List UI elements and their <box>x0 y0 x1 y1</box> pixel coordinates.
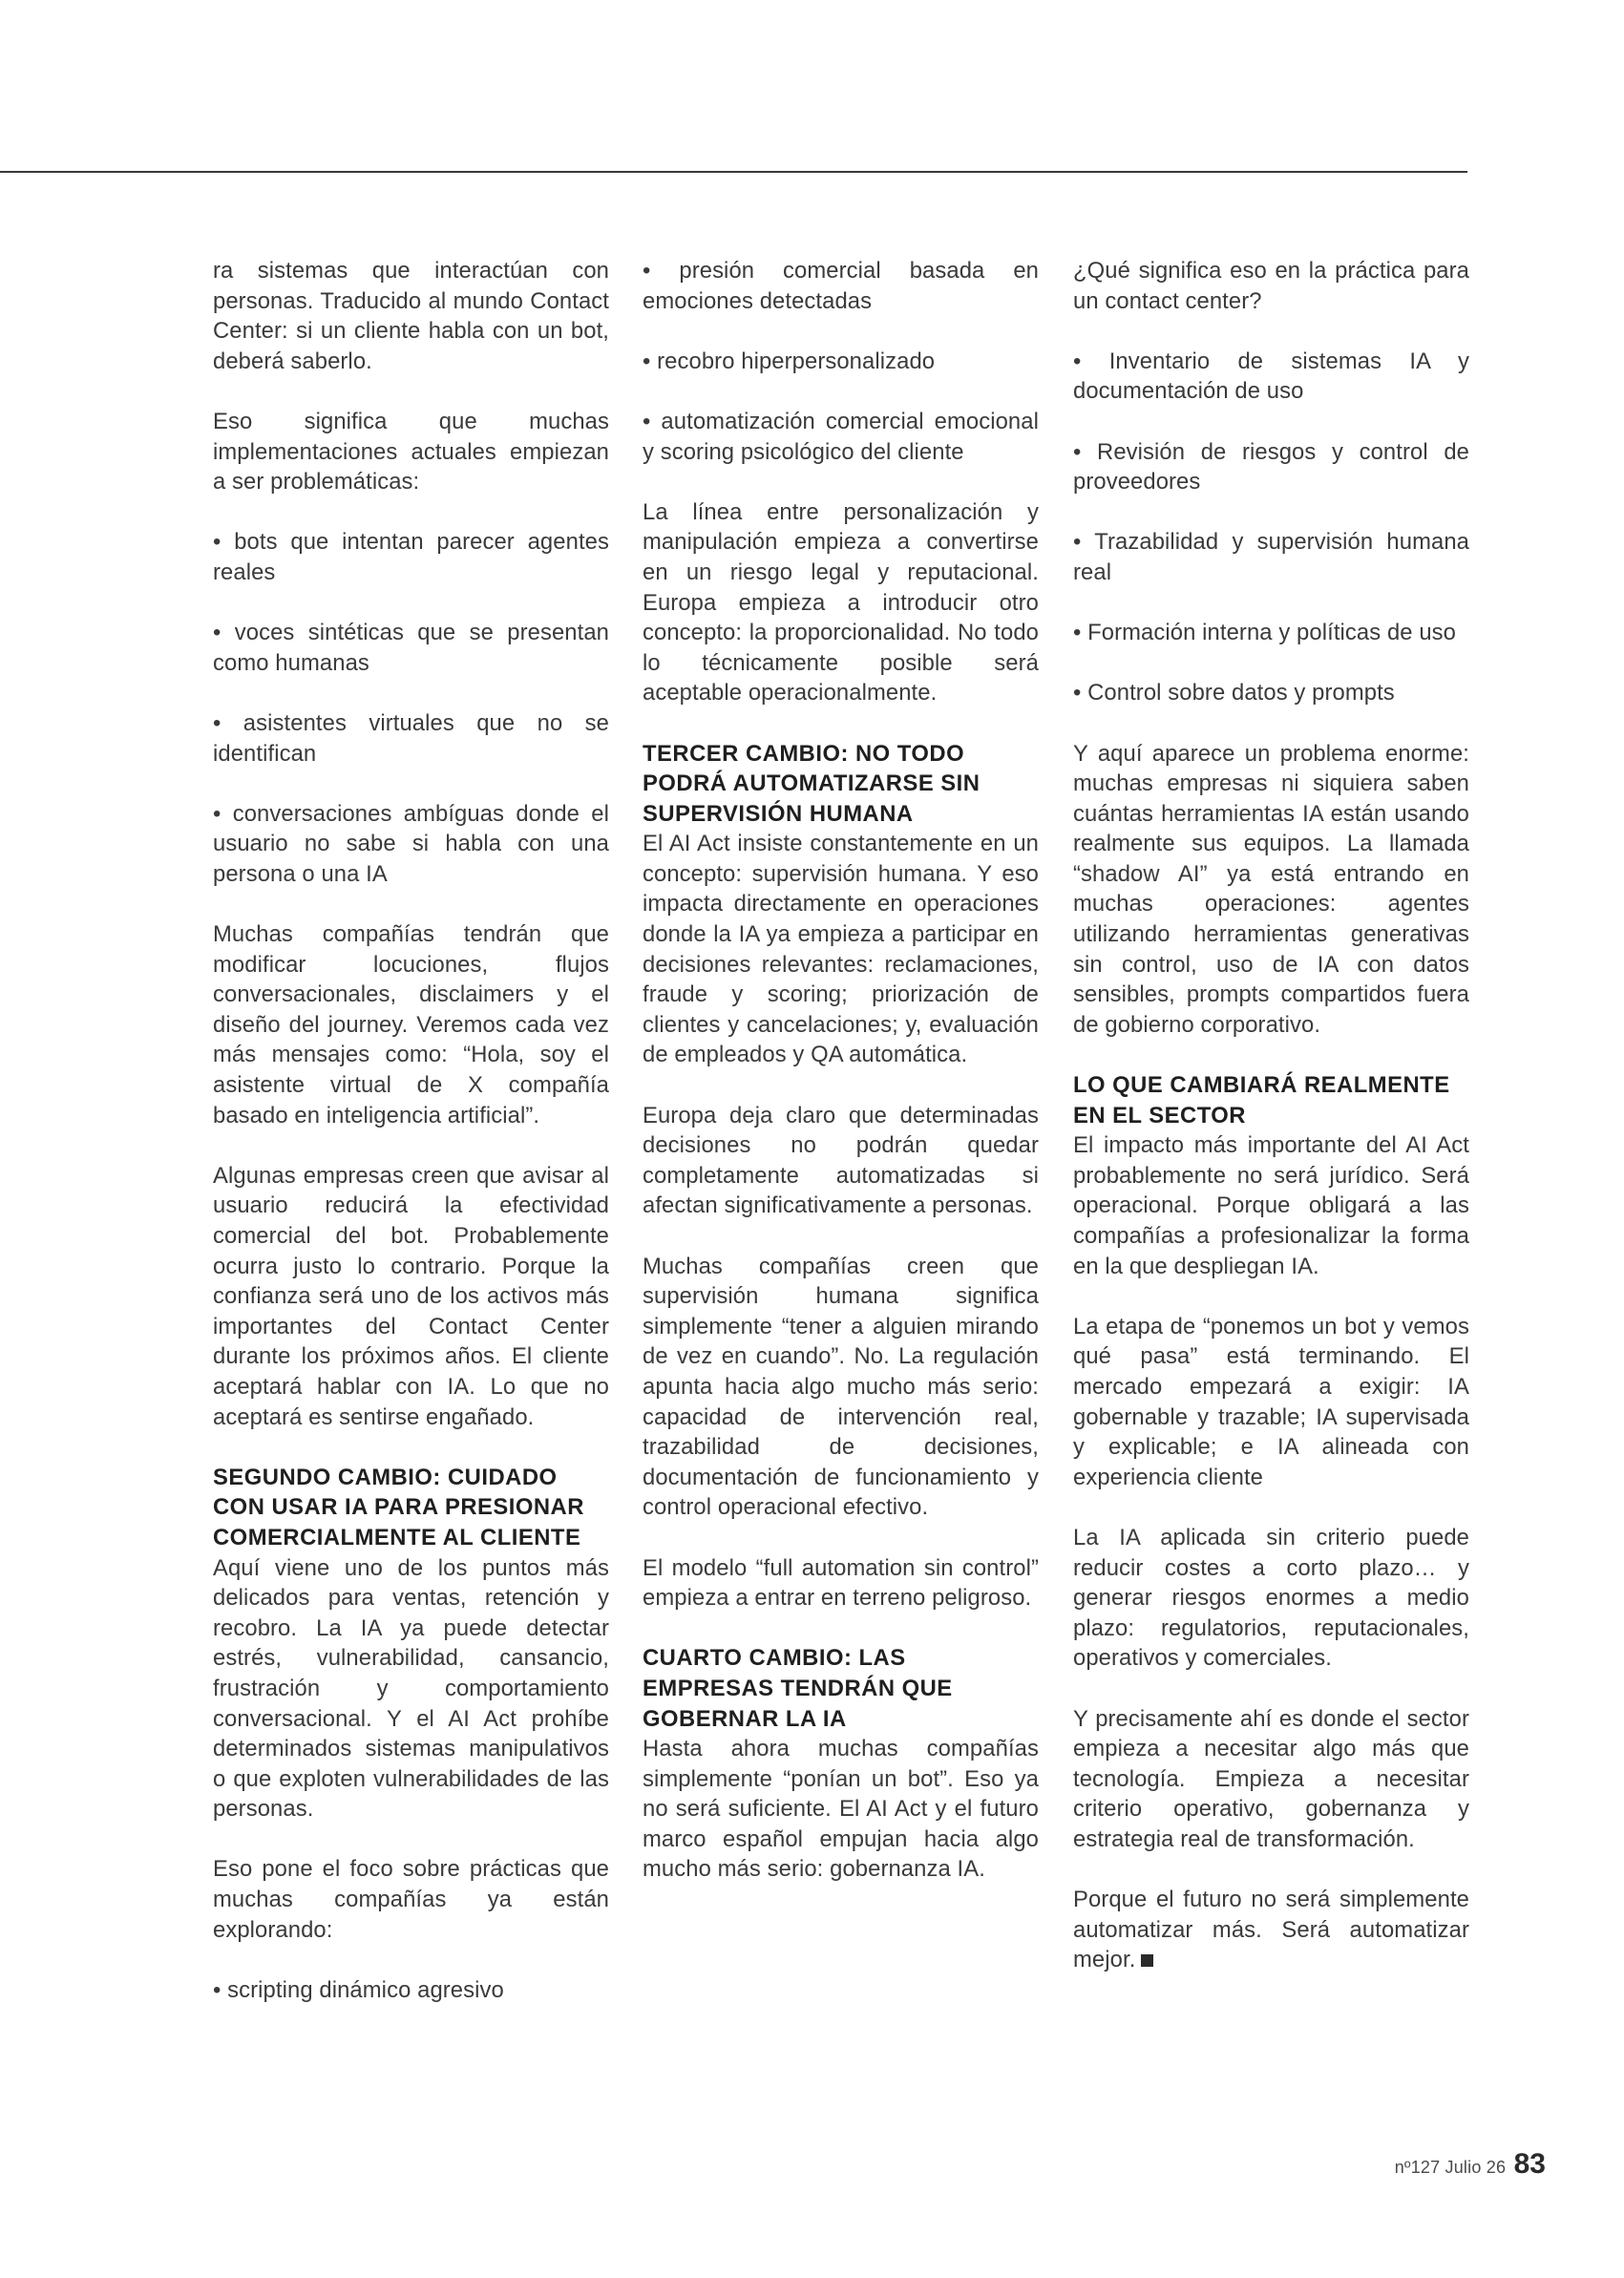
bullet-item: • recobro hiperpersonalizado <box>643 348 936 374</box>
section-heading: CUARTO CAMBIO: LAS EMPRESAS TENDRÁN QUE GOBERNAR LA IA <box>643 1645 953 1732</box>
end-of-article-icon <box>1141 1954 1153 1967</box>
paragraph: Hasta ahora muchas compañías simplemente “ponían un bot”. Eso ya no será suficiente. El AI Act y el futuro marco español empujan hacia algo mucho más serio: gobernanza IA. <box>643 1736 1039 1883</box>
bullet-item: • presión comercial basada en emociones detectadas <box>643 258 1039 314</box>
paragraph: Muchas compañías tendrán que modificar locuciones, flujos conversacionales, disclaimers y el diseño del journey. Veremos cada vez más mensajes como: “Hola, soy el asistente virtual de X compañía basado en inteligencia artificial”. <box>213 921 609 1128</box>
header-rule <box>0 171 1467 173</box>
paragraph: Y aquí aparece un problema enorme: muchas empresas ni siquiera saben cuántas herramientas IA están usando realmente sus equipos. La llamada “shadow AI” ya está entrando en muchas operaciones: agentes utilizando herramientas generativas sin control, uso de IA con datos sensibles, prompts compartidos fuera de gobierno corporativo. <box>1073 740 1469 1038</box>
page-number: 83 <box>1513 2148 1546 2180</box>
bullet-item: • Trazabilidad y supervisión humana real <box>1073 529 1469 585</box>
paragraph: ra sistemas que interactúan con personas. Traducido al mundo Contact Center: si un cliente habla con un bot, deberá saberlo. <box>213 258 609 374</box>
paragraph: La IA aplicada sin criterio puede reducir costes a corto plazo… y generar riesgos enormes a medio plazo: regulatorios, reputacionales, operativos y comerciales. <box>1073 1524 1469 1672</box>
column-2 <box>643 256 1039 1885</box>
paragraph: Aquí viene uno de los puntos más delicados para ventas, retención y recobro. La IA ya puede detectar estrés, vulnerabilidad, cansancio, frustración y comportamiento conversacional. Y el AI Act prohíbe determinados sistemas manipulativos o que exploten vulnerabilidades de las personas. <box>213 1554 609 1823</box>
paragraph: Eso pone el foco sobre prácticas que muchas compañías ya están explorando: <box>213 1856 609 1943</box>
page-footer <box>1395 2148 1546 2181</box>
bullet-item: • asistentes virtuales que no se identifican <box>213 709 609 767</box>
paragraph: La etapa de “ponemos un bot y vemos qué pasa” está terminando. El mercado empezará a exigir: IA gobernable y trazable; IA supervisada y explicable; e IA alineada con experiencia cliente <box>1073 1313 1469 1490</box>
closing-paragraph <box>1073 1885 1469 1975</box>
section-heading: LO QUE CAMBIARÁ REALMENTE EN EL SECTOR <box>1073 1072 1450 1128</box>
bullet-item: • Formación interna y políticas de uso <box>1073 620 1457 646</box>
paragraph: El AI Act insiste constantemente en un concepto: supervisión humana. Y eso impacta directamente en operaciones donde la IA ya empieza a participar en decisiones relevantes: reclamaciones, fraude y scoring; priorización de clientes y cancelaciones; y, evaluación de empleados y QA automática. <box>643 831 1039 1068</box>
paragraph: Y precisamente ahí es donde el sector empieza a necesitar algo más que tecnología. Empieza a necesitar criterio operativo, gobernanza y estrategia real de transformación. <box>1073 1705 1469 1852</box>
bullet-item: • Revisión de riesgos y control de proveedores <box>1073 438 1469 496</box>
paragraph: La línea entre personalización y manipulación empieza a convertirse en un riesgo legal y reputacional. Europa empieza a introducir otro concepto: la proporcionalidad. No todo lo técnicamente posible será aceptable operacionalmente. <box>643 498 1039 707</box>
column-3 <box>1073 256 1469 1975</box>
section-heading: TERCER CAMBIO: NO TODO PODRÁ AUTOMATIZARSE SIN SUPERVISIÓN HUMANA <box>643 740 981 827</box>
paragraph: Algunas empresas creen que avisar al usuario reducirá la efectividad comercial del bot. Probablemente ocurra justo lo contrario. Porque la confianza será uno de los activos más importantes del Contact Center durante los próximos años. El cliente aceptará hablar con IA. Lo que no aceptará es sentirse engañado. <box>213 1162 609 1430</box>
bullet-item: • scripting dinámico agresivo <box>213 1976 504 2003</box>
paragraph: Eso significa que muchas implementaciones actuales empiezan a ser problemáticas: <box>213 408 609 496</box>
paragraph: El modelo “full automation sin control” empieza a entrar en terreno peligroso. <box>643 1554 1039 1612</box>
paragraph: El impacto más importante del AI Act probablemente no será jurídico. Será operacional. Porque obligará a las compañías a profesionalizar la forma en la que despliegan IA. <box>1073 1132 1469 1279</box>
bullet-item: • bots que intentan parecer agentes reales <box>213 529 609 585</box>
bullet-item: • automatización comercial emocional y scoring psicológico del cliente <box>643 408 1039 465</box>
section-heading: SEGUNDO CAMBIO: CUIDADO CON USAR IA PARA PRESIONAR COMERCIALMENTE AL CLIENTE <box>213 1464 584 1550</box>
issue-label: nº127 Julio 26 <box>1394 2158 1507 2177</box>
bullet-item: • voces sintéticas que se presentan como humanas <box>213 620 609 676</box>
paragraph: Muchas compañías creen que supervisión humana significa simplemente “tener a alguien mirando de vez en cuando”. No. La regulación apunta hacia algo mucho más serio: capacidad de intervención real, trazabilidad de decisiones, documentación de funcionamiento y control operacional efectivo. <box>643 1253 1039 1521</box>
paragraph: Europa deja claro que determinadas decisiones no podrán quedar completamente automatizadas si afectan significativamente a personas. <box>643 1102 1039 1219</box>
column-1 <box>213 256 609 2005</box>
bullet-item: • conversaciones ambíguas donde el usuario no sabe si habla con una persona o una IA <box>213 800 609 887</box>
closing-text: Porque el futuro no será simplemente automatizar más. Será automatizar mejor. <box>1073 1887 1469 1973</box>
bullet-item: • Inventario de sistemas IA y documentación de uso <box>1073 348 1469 405</box>
bullet-item: • Control sobre datos y prompts <box>1073 680 1395 707</box>
paragraph: ¿Qué significa eso en la práctica para un contact center? <box>1073 258 1469 314</box>
